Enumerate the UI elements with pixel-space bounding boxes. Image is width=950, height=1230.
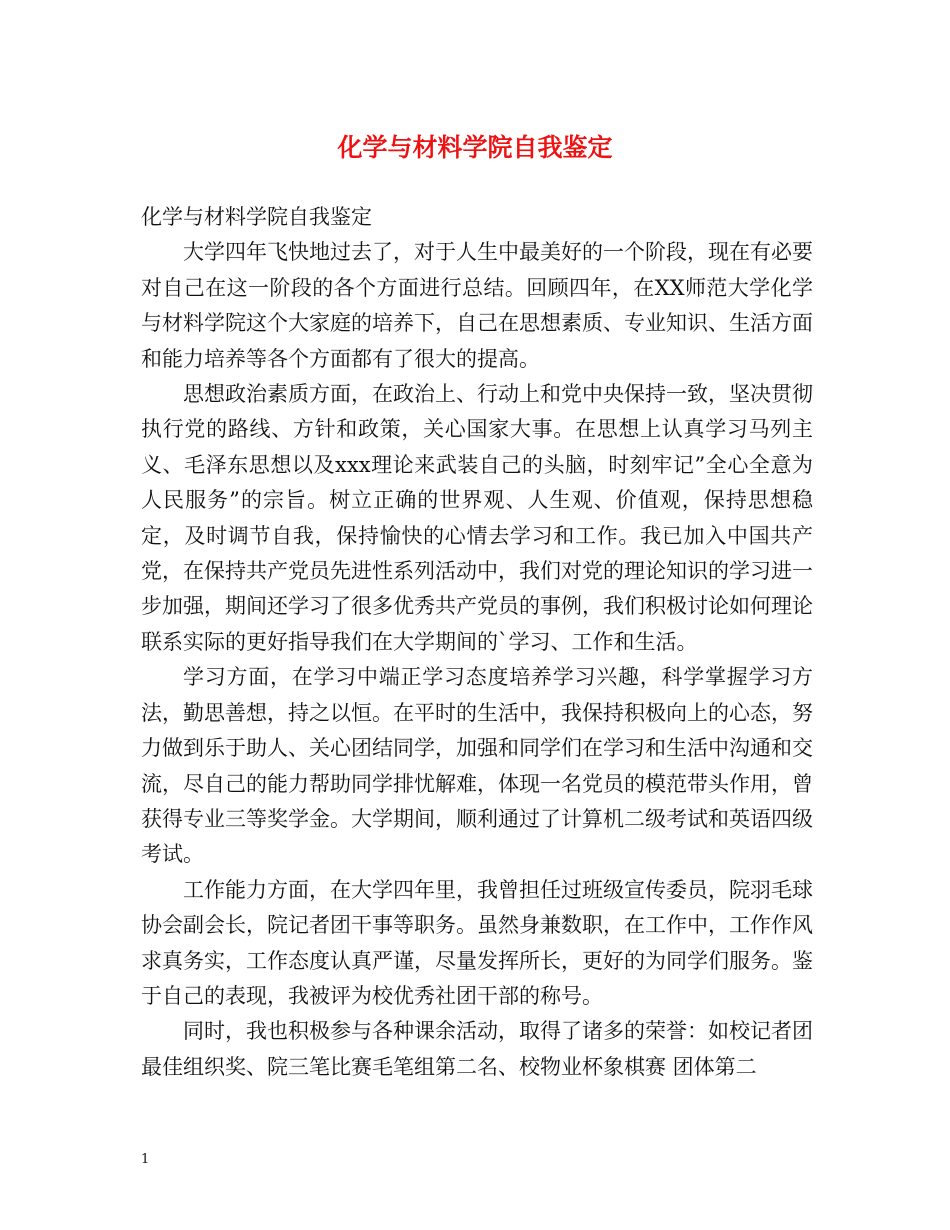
document-subtitle: 化学与材料学院自我鉴定 [141, 205, 372, 229]
paragraph-activities: 同时，我也积极参与各种课余活动，取得了诸多的荣誉：如校记者团最佳组织奖、院三笔比赛毛笔组第二名、校物业杯象棋赛 团体第二 [141, 1019, 813, 1079]
page-number: 1 [141, 1152, 150, 1167]
document-body [141, 200, 813, 1085]
paragraph-political: 思想政治素质方面，在政治上、行动上和党中央保持一致，坚决贯彻执行党的路线、方针和政策，关心国家大事。在思想上认真学习马列主义、毛泽东思想以及xxx理论来武装自己的头脑，时刻牢记”全心全意为人民服务”的宗旨。树立正确的世界观、人生观、价值观，保持思想稳定，及时调节自我，保持愉快的心情去学习和工作。我已加入中国共产党，在保持共产党员先进性系列活动中，我们对党的理论知识的学习进一步加强，期间还学习了很多优秀共产党员的事例，我们积极讨论如何理论联系实际的更好指导我们在大学期间的`学习、工作和生活。 [141, 382, 813, 654]
document-title: 化学与材料学院自我鉴定 [337, 133, 613, 162]
paragraph-work: 工作能力方面，在大学四年里，我曾担任过班级宣传委员，院羽毛球协会副会长，院记者团干事等职务。虽然身兼数职，在工作中，工作作风求真务实，工作态度认真严谨，尽量发挥所长，更好的为同学们服务。鉴于自己的表现，我被评为校优秀社团干部的称号。 [141, 877, 813, 1008]
paragraph-study: 学习方面，在学习中端正学习态度培养学习兴趣，科学掌握学习方法，勤思善想，持之以恒。在平时的生活中，我保持积极向上的心态，努力做到乐于助人、关心团结同学，加强和同学们在学习和生活中沟通和交流，尽自己的能力帮助同学排忧解难，体现一名党员的模范带头作用，曾获得专业三等奖学金。大学期间，顺利通过了计算机二级考试和英语四级考试。 [141, 665, 813, 867]
paragraph-intro: 大学四年飞快地过去了，对于人生中最美好的一个阶段，现在有必要对自己在这一阶段的各个方面进行总结。回顾四年，在XX师范大学化学与材料学院这个大家庭的培养下，自己在思想素质、专业知识、生活方面和能力培养等各个方面都有了很大的提高。 [141, 240, 813, 371]
